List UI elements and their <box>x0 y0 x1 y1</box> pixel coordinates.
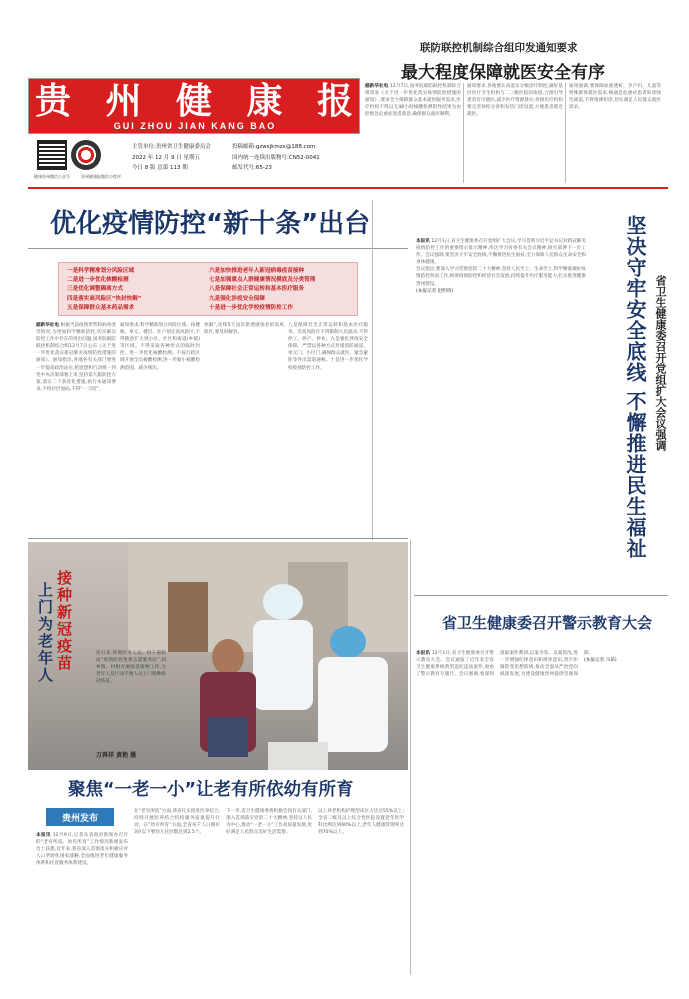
photo-caption: 连日来,各地医务人员、村干部组成“疫情防控免费志愿服务队”,到乡镇、村组开展疫苗接种工作,为老年人及行动不便人员上门接种新冠疫苗。 <box>96 651 166 685</box>
right-lower-sign: (本报记者 马昂) <box>584 658 617 664</box>
right-lower-byline: 本报讯 <box>416 651 431 656</box>
cn-number: 国内统一连续出版物号:CN52-0041 <box>232 155 320 161</box>
logo-char: 报 <box>316 80 353 122</box>
photo-credit: 万再祥 黄艳 摄 <box>96 752 137 759</box>
main-body-col1 <box>36 322 116 534</box>
photo-subtitle-col <box>57 570 72 690</box>
logo-char: 贵 <box>35 80 72 122</box>
sponsor-text: 主管单位:贵州省卫生健康委员会 <box>132 144 211 150</box>
bottom-headline: 聚焦“一老一小”让老有所依幼有所育 <box>68 780 354 800</box>
title-char: 门 <box>38 598 54 616</box>
point-item: 九是强化涉疫安全保障 <box>209 295 265 302</box>
right-lower-text: 12月1日,省卫生健康委召开警示教育大会。会议通报了近年来全省卫生健康系统典型违纪违法案件,观看了警示教育专题片。会议强调,要深刻汲取案件教训,以案为鉴、以案促改,进一步增强纪律意识和规矩意识,筑牢拒腐防变思想防线,推动全面从严治党向纵深发展,为建设健康贵州提供坚强保障。 <box>416 651 594 678</box>
point-item: 六是加快推进老年人新冠病毒疫苗接种 <box>209 268 305 274</box>
bottom-byline: 本报讯 <box>36 833 51 838</box>
main-body-col4: 八是保障社会正常运转和基本医疗服务。非高风险区不得限制人员流动,不得停工、停产、停业。九是强化涉疫安全保障。严禁以各种方式封堵消防通道、单元门、小区门,确保群众就医、紧急避险等外出渠道通畅。十是进一步优化学校疫情防控工作。 <box>288 323 368 371</box>
point-item: 一是科学精准划分风险区域 <box>67 268 135 274</box>
logo-char: 康 <box>246 80 283 122</box>
top-byline: 据新华社电 <box>365 84 389 89</box>
ten-points-box <box>58 262 358 316</box>
right-lower-title: 省卫生健康委召开警示教育大会 <box>441 614 652 632</box>
title-char: 人 <box>38 666 54 684</box>
qr-left-caption: 健康贵州微信公众号 <box>34 174 70 179</box>
point-item: 七是加强重点人群健康情况摸底及分类管理 <box>209 277 316 284</box>
section-tag-label: 贵州发布 <box>61 813 98 824</box>
main-body-col3: 快解”,连续5天没有新增感染者的高风险区,要及时解封。 <box>204 323 284 336</box>
subtitle-char: 接 <box>57 569 73 587</box>
title-char: 年 <box>38 649 54 667</box>
photo-title <box>38 570 90 690</box>
qr-code-right <box>71 140 101 170</box>
main-body-text: 根据当前疫情形势和病毒变异情况,为更加科学精准防控,切实解决防控工作中存在的突出问题,国务院联防联控机制综合组12月7日公布《关于进一步优化落实新冠肺炎疫情防控措施的通知》。通知指出,各地各有关部门要进一步提高政治站位,把思想和行动统一到党中央决策部署上来,坚持第九版防控方案,落实二十条优化措施,执行本通知要求,不得层层加码,不得“一刀切”。 <box>36 323 116 392</box>
points-right <box>209 267 357 313</box>
subtitle-char: 苗 <box>57 654 73 672</box>
title-char: 老 <box>38 632 54 650</box>
top-body-col1 <box>365 83 461 183</box>
right-lower-body <box>416 650 662 972</box>
masthead-divider <box>28 187 668 189</box>
email-line <box>232 142 315 150</box>
top-body-text: 12月7日,国务院联防联控机制综合组印发《关于进一步优化落实疫情防控措施的通知》,要求全力保障群众基本就医服务需求,医疗机构不得以无48小时核酸检测阴性结果为由拒绝急危重症患者就诊,确保群众就医顺利。 <box>365 84 461 118</box>
bottom-body-col1 <box>36 832 128 972</box>
right-upper-title: 坚决守牢安全底线 不懈推进民生福祉 <box>623 215 647 559</box>
email-address[interactable]: gzwsjkmzx@188.com <box>255 144 316 150</box>
bottom-body-text: 12月9日,记者从省政府新闻办召开的“老有所依、幼有所育”工作情况新闻发布会上获悉,近年来,我省深入贯彻落实积极应对人口老龄化国家战略,全面推进老年健康服务体系和托育服务体系建设。 <box>36 833 128 867</box>
right-upper-body <box>416 238 586 590</box>
right-upper-text-2: 会议指出,要深入学习贯彻党的二十大精神,坚持人民至上、生命至上,科学精准做好疫情防控各项工作,统筹疫情防控和经济社会发展,持续提升医疗服务能力,扎实推进健康贵州建设。 <box>416 267 586 287</box>
subtitle-char: 疫 <box>57 637 73 655</box>
logo-char: 州 <box>105 80 142 122</box>
masthead-logo <box>35 80 353 122</box>
points-left <box>67 267 207 313</box>
main-byline: 据新华社电 <box>36 323 60 328</box>
masthead-pinyin: GUI ZHOU JIAN KANG BAO <box>113 121 277 131</box>
bottom-body-col3: 下一步,省卫生健康委将积极会同有关部门,深入贯彻落实党的二十大精神,坚持以人民为中心,推动“一老一小”工作高质量发展,更好满足人民群众美好生活需要。 <box>226 809 312 836</box>
right-upper-byline: 本报讯 <box>416 239 430 244</box>
point-item: 三是优化调整隔离方式 <box>67 286 123 293</box>
masthead <box>28 78 360 134</box>
photo-title-col <box>38 582 53 690</box>
top-body-col2: 通知要求,各地要认真落实分级诊疗制度,做好基层医疗卫生机构与二三级医院的衔接,合理引导患者有序就医,减少医疗资源挤兑;各级医疗机构要完善预检分诊和发热门诊设置,方便患者就近就医。 <box>467 84 563 118</box>
issue-date: 2022 年 12 月 9 日 星期五 <box>132 155 200 161</box>
qr-code-left <box>37 140 67 170</box>
point-item: 二是进一步优化核酸检测 <box>67 277 129 284</box>
point-item: 十是进一步优化学校疫情防控工作 <box>209 304 293 311</box>
subtitle-char: 新 <box>57 603 73 621</box>
point-item: 四是落实高风险区“快封快解” <box>67 295 142 302</box>
right-upper-text: 12月1日,省卫生健康委召开党组扩大会议,学习贯彻习近平总书记对新冠肺炎疫情防控工作的重要指示批示精神,传达学习省委有关会议精神,研究部署下一步工作。会议强调,要坚决守牢安全底线,不懈推进民生福祉,全力保障人民群众生命安全和身体健康。 <box>416 239 586 266</box>
subtitle-char: 冠 <box>57 620 73 638</box>
main-body-col2: 通知要求,科学精准划分风险区域。按楼栋、单元、楼层、住户划定高风险区,不得随意扩大到小区、社区和街道(乡镇)等区域。不得采取各种形式的临时封控。进一步优化核酸检测。不按行政区域开展全员核酸检测,进一步缩小核酸检测范围、减少频次。 <box>120 323 200 371</box>
top-kicker: 联防联控机制综合组印发通知要求 <box>420 42 578 54</box>
section-tag <box>46 808 114 826</box>
top-body-col3: 通知强调,要保障血液透析、孕产妇、儿童等特殊群体就医需求,畅通急危重症患者转诊绿色通道,不得推诿拒诊,切实满足人民群众就医需求。 <box>569 84 661 111</box>
title-char: 为 <box>38 615 54 633</box>
subtitle-char: 种 <box>57 586 73 604</box>
post-code: 邮发代号:65-23 <box>232 165 272 171</box>
issue-count: 今日 8 版 总第 113 期 <box>132 165 188 171</box>
bottom-body-col4: 以上养老机构护理型床位占比达55%以上;全省二级及以上综合性医院设置老年医学科比例达到60%以上,老年人健康管理率达到70%以上。 <box>318 809 404 836</box>
qr-right-caption: 贵州健康报微信小程序 <box>81 174 121 179</box>
email-label: 投稿邮箱: <box>232 144 256 150</box>
right-upper-sign: (本报记者 赵明玥) <box>416 288 454 294</box>
point-item: 五是保障群众基本药品需求 <box>67 304 135 311</box>
title-char: 上 <box>38 581 54 599</box>
right-upper-subtitle: 省卫生健康委召开党组扩大会议强调 <box>654 275 667 451</box>
point-item: 八是保障社会正常运转和基本医疗服务 <box>209 286 305 293</box>
bottom-body-col2: 在“老有所依”方面,我省扎实推进医养结合,持续开展医养结合机构服务质量提升行动。在“幼有所育”方面,全省每千人口拥有3岁以下婴幼儿托位数达到2.5个。 <box>134 809 220 836</box>
top-headline: 最大程度保障就医安全有序 <box>401 63 605 83</box>
logo-char: 健 <box>175 80 212 122</box>
main-headline: 优化疫情防控“新十条”出台 <box>50 209 371 239</box>
